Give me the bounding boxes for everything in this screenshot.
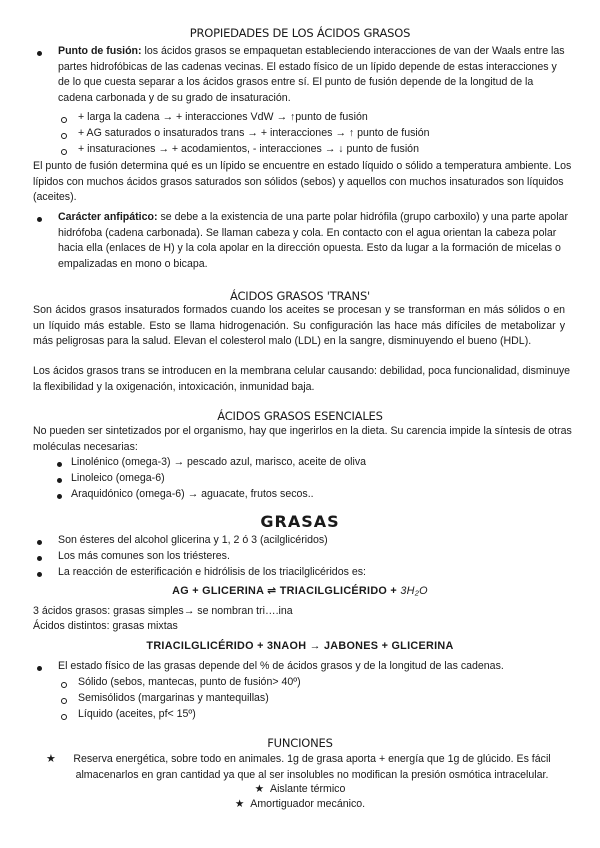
sub-bullet-ring [61,682,67,688]
funcion-amortiguador: Amortiguador mecánico. [250,798,366,810]
bullet-dot [37,51,42,56]
anfipatico-text: se debe a la existencia de una parte polar hidrófila (grupo carboxilo) y una parte apolar hidrófoba (cadena carbonada). Se llaman cabeza y cola. En contacto con el agua orientan la cabeza polar hacia ella (enlaces de H) y la cola apolar en la dirección opuesta. Esto da lugar a la formación de micelas o empalizadas en mono o bicapa. [58,211,568,270]
funcion-aislante: Aislante térmico [270,783,346,795]
grasas-simples-line: 3 ácidos grasos: grasas simples→ se nombran tri….ina [33,605,293,617]
trans-paragraph-1: Son ácidos grasos insaturados formados cuando los aceites se procesan y se transforman en más sólidos o en un líquido más estable. Esto se llama hidrogenación. Su configuración las hace más difíciles de metabolizar y más peligrosas para la salud. Elevan el colesterol malo (LDL) en la sangre, disminuyendo el bueno (HDL). [33,304,565,347]
sub-bullet-ring [61,714,67,720]
bullet-dot [57,494,62,499]
anfipatico-label: Carácter anfipático: [58,211,158,223]
section-title-funciones: FUNCIONES [267,736,333,750]
sub-bullet-ring [61,149,67,155]
equation-esterificacion [0,584,600,600]
bullet-dot [37,572,42,577]
esenciales-paragraph: No pueden ser sintetizados por el organismo, hay que ingerirlos en la dieta. Su carencia impide la síntesis de otras moléculas necesarias: [33,425,572,453]
estado-fisico-text: El estado físico de las grasas depende del % de ácidos grasos y de la longitud de las cadenas. [58,660,504,672]
esencial-item-1: Linolénico (omega-3) → pescado azul, marisco, aceite de oliva [71,456,367,468]
trans-paragraph-2: Los ácidos grasos trans se introducen en la membrana celular causando: debilidad, poca funcionalidad, disminuye la flexibilidad y la oxigenación, intoxicación, inmunidad baja. [33,365,571,393]
estado-sub-3: Líquido (aceites, pf< 15º) [78,708,196,720]
section-title-propiedades: PROPIEDADES DE LOS ÁCIDOS GRASOS [189,26,411,40]
grasas-item-1: Son ésteres del alcohol glicerina y 1, 2 ó 3 (acilglicéridos) [58,534,328,546]
star-bullet-icon: ★ [46,753,56,765]
esencial-item-3: Araquidónico (omega-6) → aguacate, frutos secos.. [71,488,314,500]
fusion-label: Punto de fusión: [58,45,142,57]
bullet-dot [57,462,62,467]
sub-bullet-ring [61,117,67,123]
bullet-dot [57,478,62,483]
section-title-esenciales: ÁCIDOS GRASOS ESENCIALES [217,409,383,423]
fusion-sub-2: + AG saturados o insaturados trans → + interacciones → ↑ punto de fusión [78,127,430,139]
grasas-item-2: Los más comunes son los triésteres. [58,550,230,562]
star-bullet-icon: ★ [234,798,251,810]
grasas-item-3: La reacción de esterificación e hidrólisis de los triacilglicéridos es: [58,566,366,578]
esencial-item-2: Linoleico (omega-6) [71,472,165,484]
fusion-text: los ácidos grasos se empaquetan estableciendo interacciones de van der Waals entre las partes hidrofóbicas de las cadenas vecinas. El estado físico de un lípido depende de estas interacciones y de lo que cuesta separar a los ácidos grasos entre sí. El punto de fusión depende de la longitud de la cadena carbonada y de su grado de insaturación. [58,45,565,104]
fusion-explanation: El punto de fusión determina qué es un lípido se encuentre en estado líquido o sólido a temperatura ambiente. Los lípidos con muchos ácidos grasos saturados son sólidos (sebos) y aquellos con muchos insaturados son líquidos (aceites). [33,160,572,203]
equation-saponificacion: TRIACILGLICÉRIDO + 3NAOH → JABONES + GLICERINA [146,640,454,652]
funcion-amortiguador-line [0,797,600,813]
estado-sub-1: Sólido (sebos, mantecas, punto de fusión> 40º) [78,676,301,688]
funcion-aislante-line [0,782,600,798]
equation-h2o: 3H₂O [400,585,428,597]
bullet-dot [37,556,42,561]
sub-bullet-ring [61,698,67,704]
grasas-mixtas-line: Ácidos distintos: grasas mixtas [33,620,178,632]
estado-sub-2: Semisólidos (margarinas y mantequillas) [78,692,269,704]
star-bullet-icon: ★ [254,783,270,795]
anfipatico-paragraph [58,210,568,272]
bullet-dot [37,540,42,545]
fusion-paragraph [58,44,568,106]
fusion-sub-1: + larga la cadena → + interacciones VdW → ↑punto de fusión [78,111,368,123]
equation-esterificacion-main: AG + GLICERINA ⇌ TRIACILGLICÉRIDO + [172,585,401,597]
bullet-dot [37,217,42,222]
section-title-trans: ÁCIDOS GRASOS 'TRANS' [230,289,370,303]
bullet-dot [37,666,42,671]
section-title-grasas: GRASAS [260,512,340,531]
sub-bullet-ring [61,133,67,139]
fusion-sub-3: + insaturaciones → + acodamientos, - interacciones → ↓ punto de fusión [78,143,419,155]
funcion-reserva: Reserva energética, sobre todo en animales. 1g de grasa aporta + energía que 1g de glúcido. Es fácil almacenarlos en gran cantidad ya que al ser insolubles no modifican la presión osmótica intracelular. [73,753,551,781]
